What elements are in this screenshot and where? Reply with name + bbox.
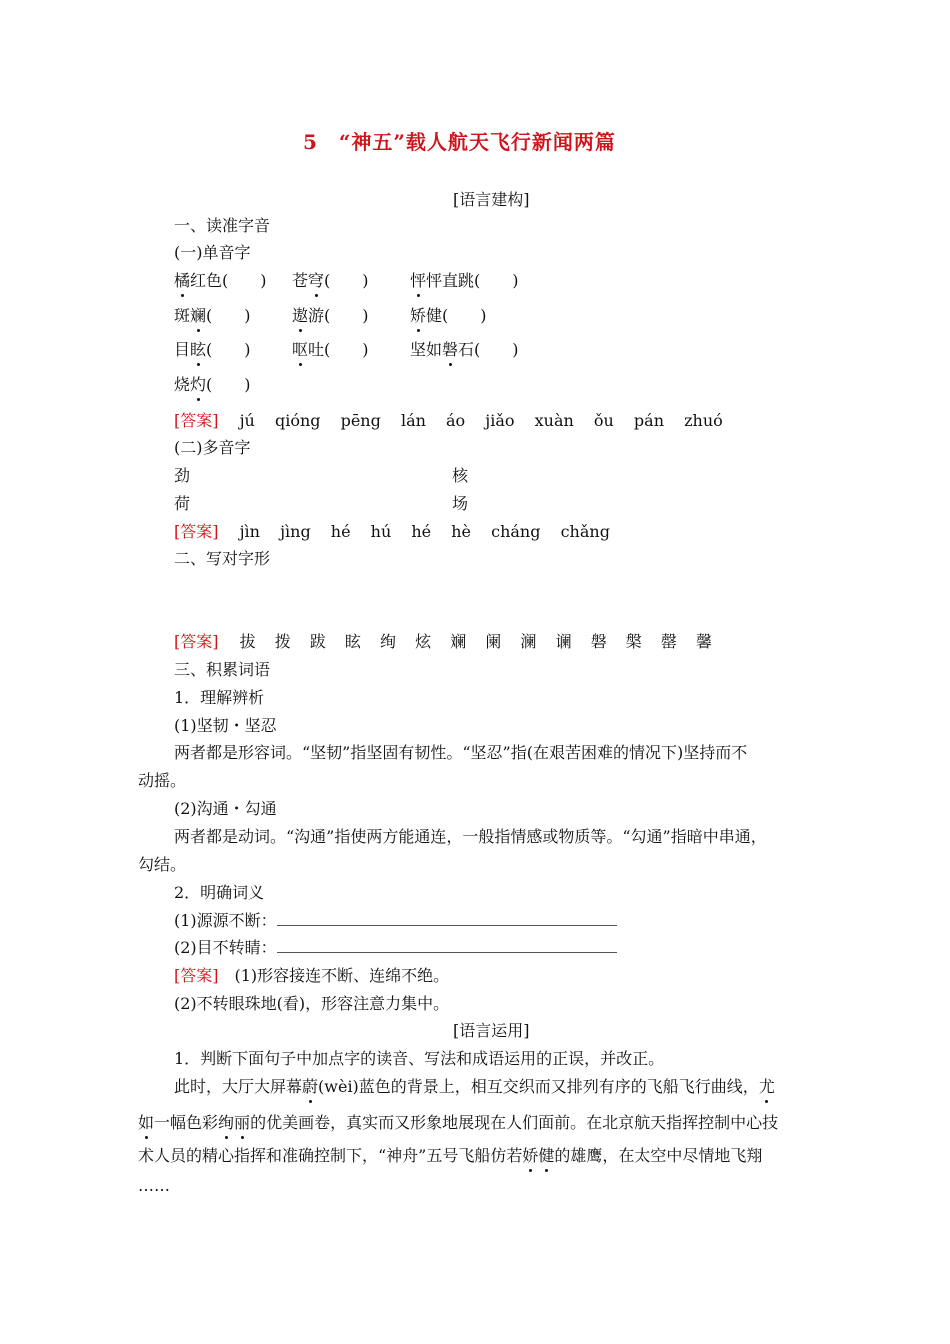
answer-row-1: [174, 411, 738, 431]
answer-char: 谰: [555, 632, 572, 651]
exercise-paragraph-line-3: 术人员的精心指挥和准确控制下，“神舟”五号飞船仿若娇健的雄鹰，在太空中尽情地飞翔: [138, 1146, 763, 1165]
answer-item: qióng: [274, 411, 321, 430]
answer-char: 阑: [485, 632, 502, 651]
answer-item: zhuó: [684, 411, 723, 430]
answer-char: 跋: [309, 632, 326, 651]
answer-item: áo: [446, 411, 466, 430]
answer-label: [答案]: [174, 411, 219, 430]
poly-char: 劲: [174, 466, 191, 485]
answer-item: xuàn: [534, 411, 574, 430]
answer-char: 斓: [450, 632, 467, 651]
answer-char: 罄: [660, 632, 677, 651]
page-title: 5 “神五”载人航天飞行新闻两篇: [303, 130, 616, 154]
pinyin-item: 橘红色( ): [174, 271, 267, 290]
answer-item: lán: [400, 411, 426, 430]
pinyin-item: 遨游( ): [292, 306, 369, 325]
meaning-answer-2: (2)不转眼珠地(看)，形容注意力集中。: [174, 994, 450, 1013]
answer-blank-1[interactable]: [277, 911, 617, 926]
pinyin-item: 苍穹( ): [292, 271, 369, 290]
subheading-single-sound: (一)单音字: [174, 243, 251, 262]
subheading-multi-sound: (二)多音字: [174, 438, 251, 457]
answer-row-2: [174, 522, 625, 542]
meaning-question-2: (2)目不转睛：: [174, 938, 617, 958]
word-pair-1-explanation: 两者都是形容词。“坚韧”指坚固有韧性。“坚忍”指(在艰苦困难的情况下)坚持而不: [174, 743, 748, 762]
answer-item: hú: [370, 522, 392, 541]
poly-char: 场: [452, 494, 469, 513]
heading-write-forms: 二、写对字形: [174, 549, 271, 568]
answer-item: ǒu: [593, 411, 614, 430]
answer-label: [答案]: [174, 966, 219, 985]
answer-label: [答案]: [174, 522, 219, 541]
meaning-answer-1: [答案] (1)形容接连不断、连绵不绝。: [174, 966, 450, 985]
answer-item: hé: [330, 522, 351, 541]
word-pair-1-explanation-cont: 动摇。: [138, 771, 187, 790]
answer-char: 拔: [239, 632, 256, 651]
answer-char: 槃: [625, 632, 642, 651]
heading-vocabulary: 三、积累词语: [174, 660, 271, 679]
answer-char: 眩: [344, 632, 361, 651]
answer-item: jú: [239, 411, 255, 430]
heading-read-pronunciation: 一、读准字音: [174, 216, 271, 235]
answer-char: 炫: [415, 632, 432, 651]
pinyin-item: 斑斓( ): [174, 306, 251, 325]
answer-char: 馨: [696, 632, 713, 651]
answer-char: 绚: [380, 632, 397, 651]
poly-char: 荷: [174, 494, 191, 513]
answer-item: jìn: [239, 522, 260, 541]
exercise-paragraph-line-2: 如一幅色彩绚丽的优美画卷，真实而又形象地展现在人们面前。在北京航天指挥控制中心技: [138, 1113, 779, 1132]
answer-item: cháng: [491, 522, 541, 541]
subheading-meaning: 2．明确词义: [174, 883, 265, 902]
answer-label: [答案]: [174, 632, 219, 651]
exercise-paragraph-line-4: ……: [138, 1176, 170, 1195]
answer-item: hè: [451, 522, 472, 541]
pinyin-item: 怦怦直跳( ): [410, 271, 519, 290]
answer-item: chǎng: [560, 522, 610, 541]
poly-char: 核: [452, 466, 469, 485]
pinyin-item: 烧灼( ): [174, 375, 251, 394]
section-heading-language-use: [语言运用]: [453, 1021, 530, 1040]
exercise-1-prompt: 1．判断下面句子中加点字的读音、写法和成语运用的正误，并改正。: [174, 1049, 665, 1068]
subheading-distinguish: 1．理解辨析: [174, 688, 265, 707]
answer-item: jìng: [280, 522, 311, 541]
meaning-question-1: (1)源源不断：: [174, 911, 617, 931]
answer-char: 澜: [520, 632, 537, 651]
word-pair-2-explanation-cont: 勾结。: [138, 855, 187, 874]
answer-char: 拨: [274, 632, 291, 651]
pinyin-item: 矫健( ): [410, 306, 487, 325]
section-heading-language-building: [语言建构]: [453, 190, 530, 209]
answer-item: pēng: [340, 411, 381, 430]
exercise-paragraph-line-1: 此时，大厅大屏幕蔚(wèi)蓝色的背景上，相互交织而又排列有序的飞船飞行曲线，尤: [174, 1077, 775, 1096]
answer-item: jiǎo: [485, 411, 515, 430]
answer-row-3: [174, 632, 726, 652]
word-pair-2: (2)沟通・勾通: [174, 799, 277, 818]
word-pair-2-explanation: 两者都是动词。“沟通”指使两方能通连，一般指情感或物质等。“勾通”指暗中串通，: [174, 827, 767, 846]
pinyin-item: 呕吐( ): [292, 340, 369, 359]
answer-blank-2[interactable]: [277, 938, 617, 953]
answer-item: hé: [411, 522, 432, 541]
pinyin-item: 目眩( ): [174, 340, 251, 359]
pinyin-item: 坚如磐石( ): [410, 340, 519, 359]
answer-item: pán: [633, 411, 665, 430]
word-pair-1: (1)坚韧・坚忍: [174, 716, 277, 735]
answer-char: 磐: [590, 632, 607, 651]
